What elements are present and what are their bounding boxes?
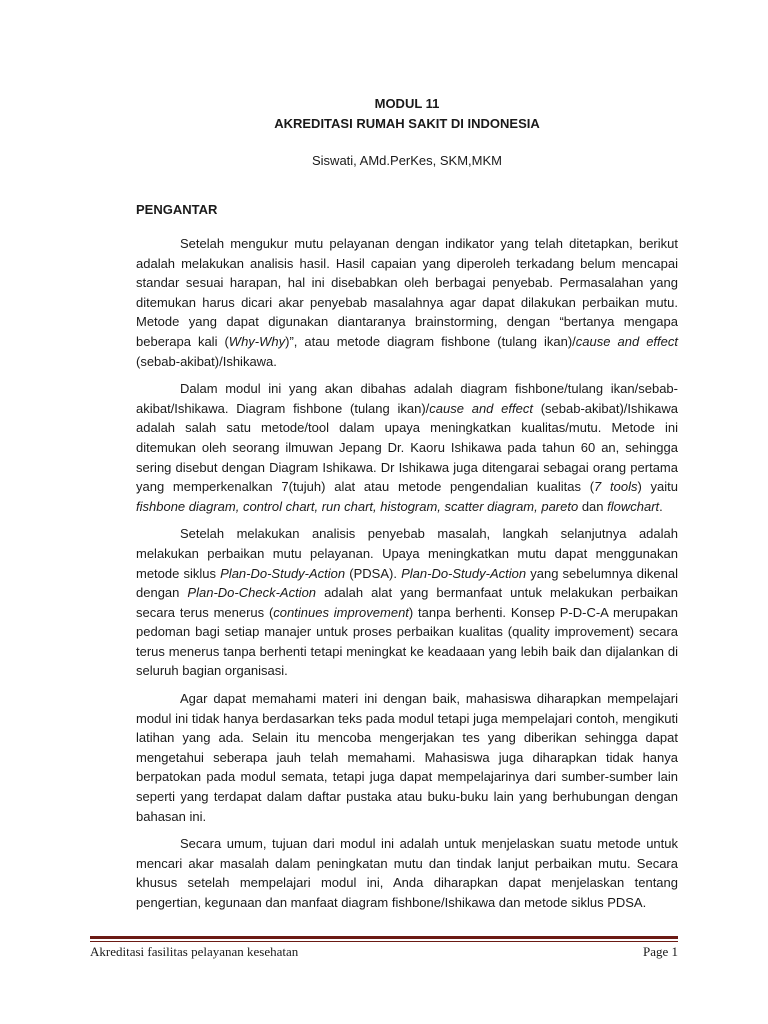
text-run: adalah alat yang bermanfaat untuk melakukan perbaikan secara terus menerus ( [136, 585, 678, 620]
italic-run: 7 tools [594, 479, 638, 495]
text-run: yang sebelumnya dikenal dengan [136, 565, 678, 601]
text-run: ) yaitu [637, 479, 678, 495]
text-run: (sebab-akibat)/Ishikawa adalah salah satu metode/tool dalam upaya meningkatkan kualitas/mutu. Metode ini ditemukan oleh seorang ilmuwan Jepang Dr. Kaoru Ishikawa pada tahun 60 an, sehingga sering disebut dengan Diagram Ishikawa. Dr Ishikawa juga ditengarai sebagai orang pertama yang memperkenalkan 7(tujuh) alat atau metode pengendalian kualitas ( [136, 400, 678, 495]
italic-run: Plan-Do-Study-Action [220, 565, 346, 581]
italic-run: continues improvement [273, 604, 409, 620]
text-run: . [659, 498, 663, 514]
paragraph [136, 834, 678, 912]
italic-run: Plan-Do-Study-Action [401, 565, 527, 581]
italic-run: cause and effect [429, 400, 533, 416]
italic-run: cause and effect [575, 333, 678, 349]
text-run: ) tanpa berhenti. Konsep P-D-C-A merupakan pedoman bagi setiap manajer untuk proses perbaikan kualitas (quality improvement) secara terus menerus tanpa berhenti tetapi meningkat ke keadaaan yang lebih baik dan dijalankan di seluruh bagian organisasi. [136, 604, 678, 679]
page-number: Page 1 [642, 944, 678, 959]
paragraph [136, 234, 678, 371]
text-run: )”, atau metode diagram fishbone (tulang ikan)/ [285, 333, 576, 349]
text-run: Agar dapat memahami materi ini dengan baik, mahasiswa diharapkan mempelajari modul ini tidak hanya berdasarkan teks pada modul tetapi juga mempelajari contoh, mengikuti latihan yang ada. Selain itu mencoba mengerjakan tes yang diberikan sehingga dapat mengetahui seberapa jauh telah memahami. Mahasiswa juga diharapkan tidak hanya berpatokan pada modul semata, tetapi juga dapat mempelajarinya dari sumber-sumber lain seperti yang terdapat dalam daftar pustaka atau buku-buku lain yang berhubungan dengan bahasan ini. [136, 691, 678, 824]
text-run: Secara umum, tujuan dari modul ini adalah untuk menjelaskan suatu metode untuk mencari akar masalah dalam peningkatan mutu dan tindak lanjut perbaikan mutu. Secara khusus setelah mempelajari modul ini, Anda diharapkan dapat menjelaskan tentang pengertian, kegunaan dan manfaat diagram fishbone/Ishikawa dan metode siklus PDSA. [136, 836, 678, 910]
text-run: dan [578, 498, 608, 514]
text-run: Setelah mengukur mutu pelayanan dengan indikator yang telah ditetapkan, berikut adalah melakukan analisis hasil. Hasil capaian yang diperoleh terkadang belum mencapai standar sesuai harapan, hal ini disebabkan oleh berbagai penyebab. Permasalahan yang ditemukan harus dicari akar penyebab masalahnya agar dapat dilakukan perbaikan mutu. Metode yang dapat digunakan diantaranya brainstorming, dengan “bertanya mengapa beberapa kali ( [136, 236, 678, 349]
italic-run: fishbone diagram, control chart, run chart, histogram, scatter diagram, pareto [136, 498, 579, 514]
text-run: (sebab-akibat)/Ishikawa. [136, 353, 277, 369]
footer-divider [90, 936, 678, 942]
section-heading: PENGANTAR [136, 202, 218, 217]
paragraph [136, 524, 678, 681]
italic-run: Why-Why [228, 333, 286, 349]
italic-run: flowchart [607, 498, 660, 514]
module-number: MODUL 11 [374, 96, 440, 111]
text-run: Dalam modul ini yang akan dibahas adalah diagram fishbone/tulang ikan/sebab-akibat/Ishikawa. Diagram fishbone (tulang ikan)/ [136, 381, 678, 416]
document-title: AKREDITASI RUMAH SAKIT DI INDONESIA [274, 116, 540, 131]
paragraph [136, 379, 678, 516]
paragraph [136, 689, 678, 826]
author-line: Siswati, AMd.PerKes, SKM,MKM [312, 153, 502, 168]
document-header [136, 94, 678, 170]
footer-title: Akreditasi fasilitas pelayanan kesehatan [90, 944, 299, 959]
text-run: Setelah melakukan analisis penyebab masalah, langkah selanjutnya adalah melakukan perbaikan mutu pelayanan. Upaya meningkatkan mutu dapat menggunakan metode siklus [136, 526, 678, 581]
italic-run: Plan-Do-Check-Action [187, 585, 317, 601]
body-text [136, 234, 678, 921]
text-run: (PDSA). [345, 565, 402, 581]
